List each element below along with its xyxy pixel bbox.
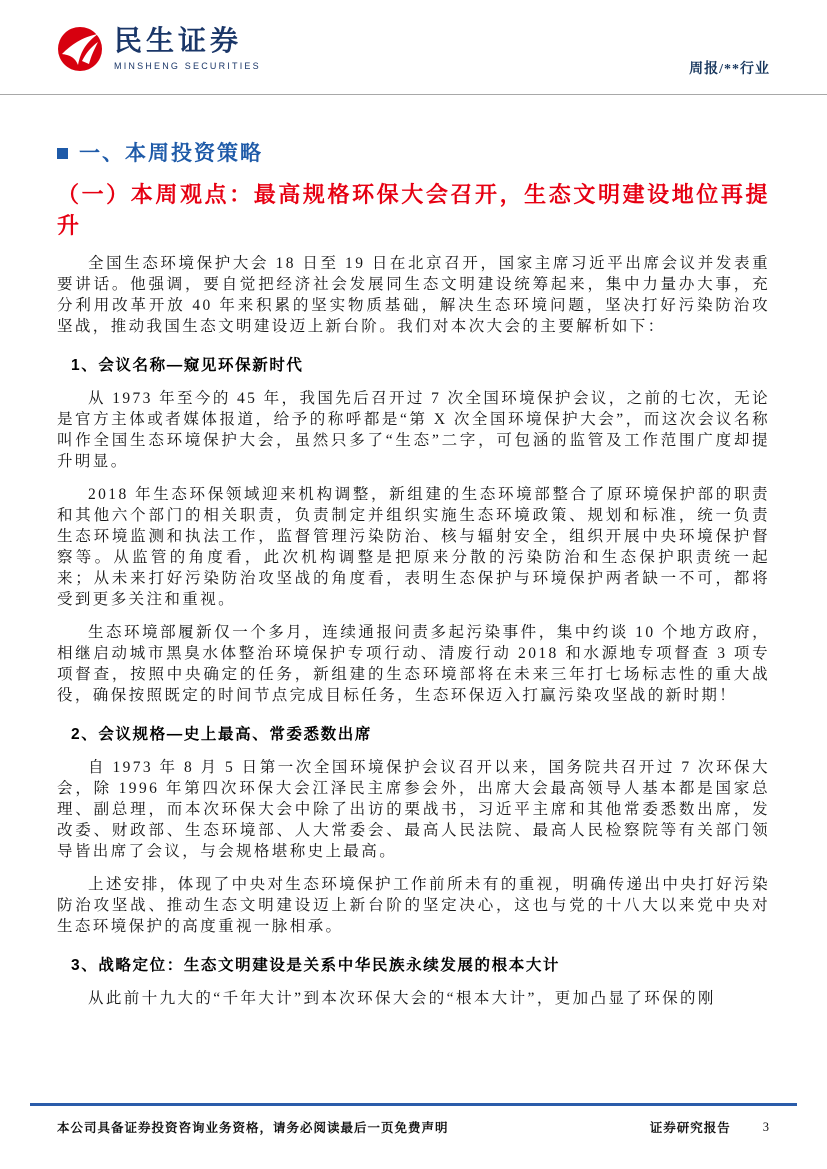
logo-en: MINSHENG SECURITIES [114, 60, 261, 71]
footer-disclaimer: 本公司具备证券投资咨询业务资格，请务必阅读最后一页免费声明 [57, 1121, 449, 1135]
footer-report-label: 证券研究报告 [649, 1121, 731, 1135]
page-number: 3 [762, 1119, 770, 1134]
square-bullet-icon [57, 148, 68, 159]
numbered-heading-3: 3、战略定位：生态文明建设是关系中华民族永续发展的根本大计 [71, 957, 561, 974]
numbered-heading-1: 1、会议名称—窥见环保新时代 [71, 357, 304, 374]
footer-divider [30, 1103, 797, 1106]
paragraph: 从 1973 年至今的 45 年，我国先后召开过 7 次全国环境保护会议，之前的七次，无论是官方主体或者媒体报道，给予的称呼都是“第 X 次全国环境保护大会”，而这次会议名称叫作全国生态环境保护大会，虽然只多了“生态”二字，可包涵的监管及工作范围广度却提升明显。 [57, 390, 770, 470]
logo-cn: 民生证券 [114, 26, 243, 58]
paragraph: 自 1973 年 8 月 5 日第一次全国环境保护会议召开以来，国务院共召开过 7 次环保大会，除 1996 年第四次环保大会江泽民主席参会外，出席大会最高领导人基本都是国家总理、副总理，而本次环保大会中除了出访的栗战书，习近平主席和其他常委悉数出席，发改委、财政部、生态环境部、人大常委会、最高人民法院、最高人民检察院等有关部门领导皆出席了会议，与会规格堪称史上最高。 [57, 759, 770, 860]
footer [0, 1103, 827, 1169]
header [0, 0, 827, 94]
footer-row [57, 1118, 770, 1136]
numbered-heading-2: 2、会议规格—史上最高、常委悉数出席 [71, 726, 372, 743]
subsection-title: （一）本周观点：最高规格环保大会召开，生态文明建设地位再提升 [57, 182, 770, 238]
paragraph: 上述安排，体现了中央对生态环境保护工作前所未有的重视，明确传递出中央打好污染防治攻坚战、推动生态文明建设迈上新台阶的坚定决心，这也与党的十八大以来党中央对生态环境保护的高度重视一脉相承。 [57, 876, 770, 935]
paragraph: 2018 年生态环保领域迎来机构调整，新组建的生态环境部整合了原环境保护部的职责和其他六个部门的相关职责，负责制定并组织实施生态环境政策、规划和标准，统一负责生态环境监测和执法工作，监督管理污染防治、核与辐射安全，组织开展中央环境保护督察等。从监管的角度看，此次机构调整是把原来分散的污染防治和生态保护职责统一起来；从未来打好污染防治攻坚战的角度看，表明生态保护与环境保护两者缺一不可，都将受到更多关注和重视。 [57, 486, 770, 608]
minsheng-logo-icon [57, 26, 103, 72]
paragraph: 生态环境部履新仅一个多月，连续通报问责多起污染事件，集中约谈 10 个地方政府，相继启动城市黑臭水体整治环境保护专项行动、清废行动 2018 和水源地专项督查 3 项专项督查，按照中央确定的任务，新组建的生态环境部将在未来三年打七场标志性的重大战役，确保按照既定的时间节点完成目标任务，生态环保迈入打赢污染攻坚战的新时期！ [57, 624, 770, 704]
logo [57, 26, 261, 72]
footer-right [650, 1118, 770, 1136]
report-type-label: 周报/**行业 [689, 62, 770, 77]
section-title-text: 一、本周投资策略 [79, 141, 263, 165]
paragraph: 从此前十九大的“千年大计”到本次环保大会的“根本大计”，更加凸显了环保的刚 [88, 990, 716, 1007]
paragraph: 全国生态环境保护大会 18 日至 19 日在北京召开，国家主席习近平出席会议并发表重要讲话。他强调，要自觉把经济社会发展同生态文明建设统筹起来，集中力量办大事，充分利用改革开放 40 年来积累的坚实物质基础，解决生态环境问题，坚决打好污染防治攻坚战，推动我国生态文明建设迈上新台阶。我们对本次大会的主要解析如下： [57, 255, 770, 335]
section-title [57, 139, 770, 167]
report-body [57, 95, 770, 1009]
logo-text [114, 27, 261, 71]
